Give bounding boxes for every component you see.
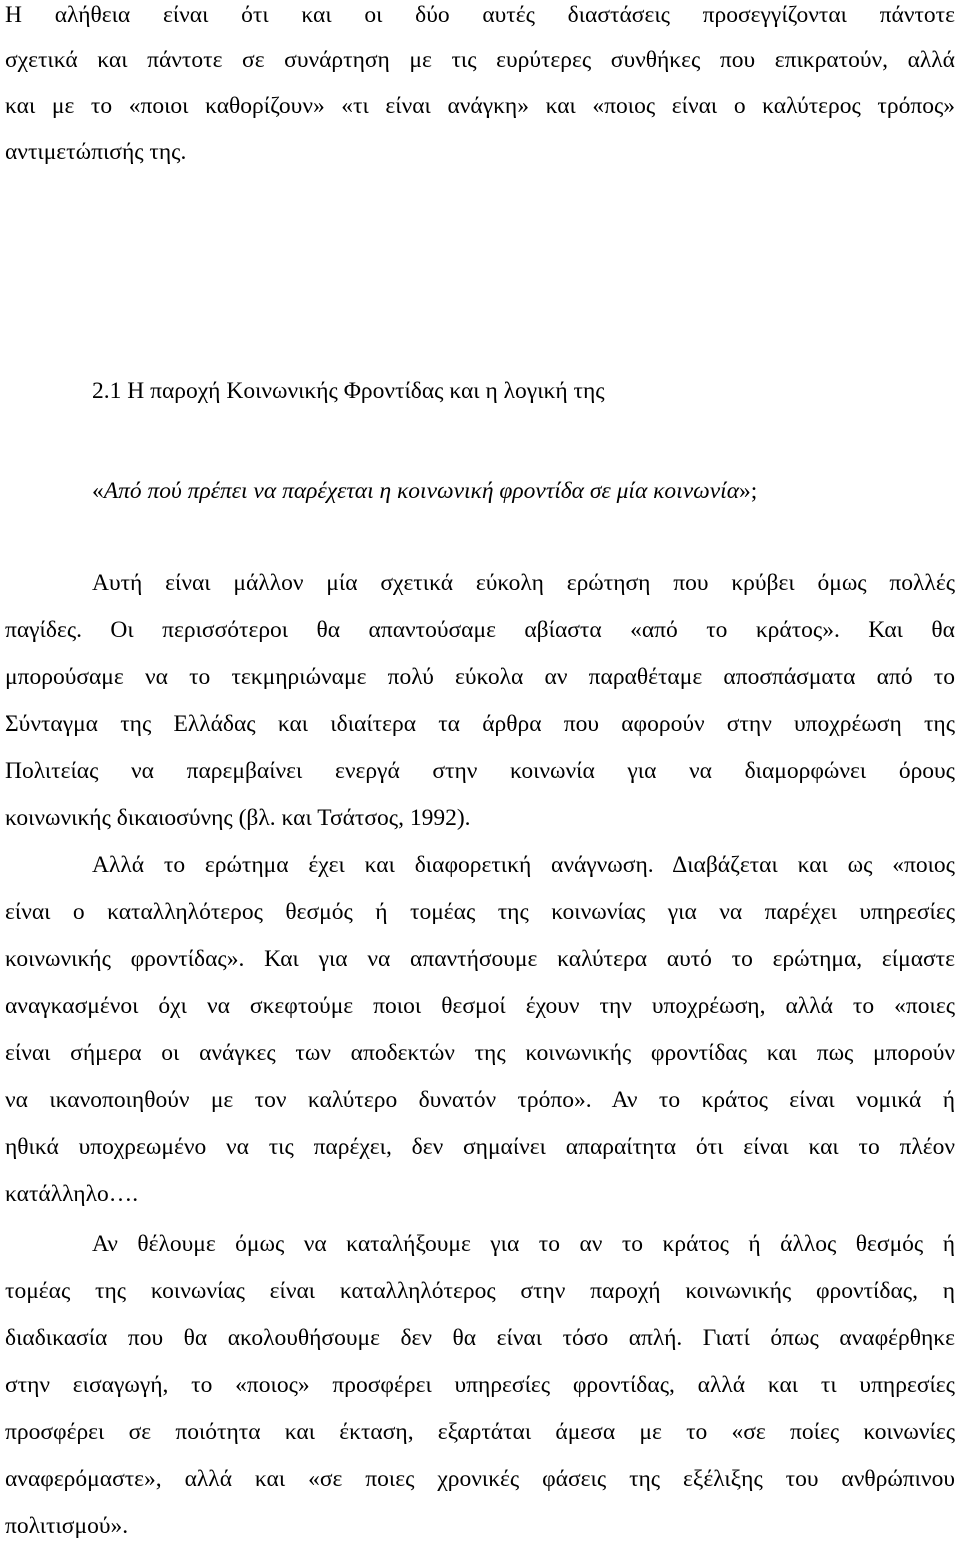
text-line: κοινωνικής φροντίδας». Και για να απαντήσουμε καλύτερα αυτό το ερώτημα, είμαστε xyxy=(5,946,955,972)
text-line: κοινωνικής δικαιοσύνης (βλ. και Τσάτσος, 1992). xyxy=(5,805,471,831)
text-line: στην εισαγωγή, το «ποιος» προσφέρει υπηρεσίες φροντίδας, αλλά και τι υπηρεσίες xyxy=(5,1372,955,1398)
text-line: τομέας της κοινωνίας είναι καταλληλότερος στην παροχή κοινωνικής φροντίδας, η xyxy=(5,1278,955,1304)
text-line: αναφερόμαστε», αλλά και «σε ποιες χρονικές φάσεις της εξέλιξης του ανθρώπινου xyxy=(5,1466,955,1492)
text-line: είναι σήμερα οι ανάγκες των αποδεκτών της κοινωνικής φροντίδας και πως μπορούν xyxy=(5,1040,955,1066)
text-line: αντιμετώπισής της. xyxy=(5,139,187,165)
text-line: προσφέρει σε ποιότητα και έκταση, εξαρτάται άμεσα με το «σε ποίες κοινωνίες xyxy=(5,1419,955,1445)
question-close-quote: »; xyxy=(739,478,758,504)
text-line: Πολιτείας να παρεμβαίνει ενεργά στην κοινωνία για να διαμορφώνει όρους xyxy=(5,758,955,784)
text-line: Αυτή είναι μάλλον μία σχετικά εύκολη ερώτηση που κρύβει όμως πολλές xyxy=(92,570,955,596)
text-line: πολιτισμού». xyxy=(5,1513,129,1539)
question-open-quote: « xyxy=(92,478,104,504)
text-line: κατάλληλο…. xyxy=(5,1181,139,1207)
text-line: μπορούσαμε να το τεκμηριώναμε πολύ εύκολα αν παραθέταμε αποσπάσματα από το xyxy=(5,664,955,690)
question-text: Από πού πρέπει να παρέχεται η κοινωνική φροντίδα σε μία κοινωνία xyxy=(103,478,740,504)
text-line: είναι ο καταλληλότερος θεσμός ή τομέας της κοινωνίας για να παρέχει υπηρεσίες xyxy=(5,899,955,925)
section-question xyxy=(92,476,757,506)
text-line: σχετικά και πάντοτε σε συνάρτηση με τις ευρύτερες συνθήκες που επικρατούν, αλλά xyxy=(5,47,955,73)
text-line: Σύνταγμα της Ελλάδας και ιδιαίτερα τα άρθρα που αφορούν στην υποχρέωση της xyxy=(5,711,955,737)
text-line: διαδικασία που θα ακολουθήσουμε δεν θα είναι τόσο απλή. Γιατί όπως αναφέρθηκε xyxy=(5,1325,955,1351)
text-line: Η αλήθεια είναι ότι και οι δύο αυτές διαστάσεις προσεγγίζονται πάντοτε xyxy=(5,2,955,28)
text-line: Αν θέλουμε όμως να καταλήξουμε για το αν το κράτος ή άλλος θεσμός ή xyxy=(92,1231,955,1257)
text-line: και με το «ποιοι καθορίζουν» «τι είναι ανάγκη» και «ποιος είναι ο καλύτερος τρόπος» xyxy=(5,93,955,119)
text-line: ηθικά υποχρεωμένο να τις παρέχει, δεν σημαίνει απαραίτητα ότι είναι και το πλέον xyxy=(5,1134,955,1160)
text-line: Αλλά το ερώτημα έχει και διαφορετική ανάγνωση. Διαβάζεται και ως «ποιος xyxy=(92,852,955,878)
section-heading: 2.1 Η παροχή Κοινωνικής Φροντίδας και η λογική της xyxy=(92,378,605,404)
text-line: παγίδες. Οι περισσότεροι θα απαντούσαμε αβίαστα «από το κράτος». Και θα xyxy=(5,617,955,643)
text-line: αναγκασμένοι όχι να σκεφτούμε ποιοι θεσμοί έχουν την υποχρέωση, αλλά το «ποιες xyxy=(5,993,955,1019)
text-line: να ικανοποιηθούν με τον καλύτερο δυνατόν τρόπο». Αν το κράτος είναι νομικά ή xyxy=(5,1087,955,1113)
